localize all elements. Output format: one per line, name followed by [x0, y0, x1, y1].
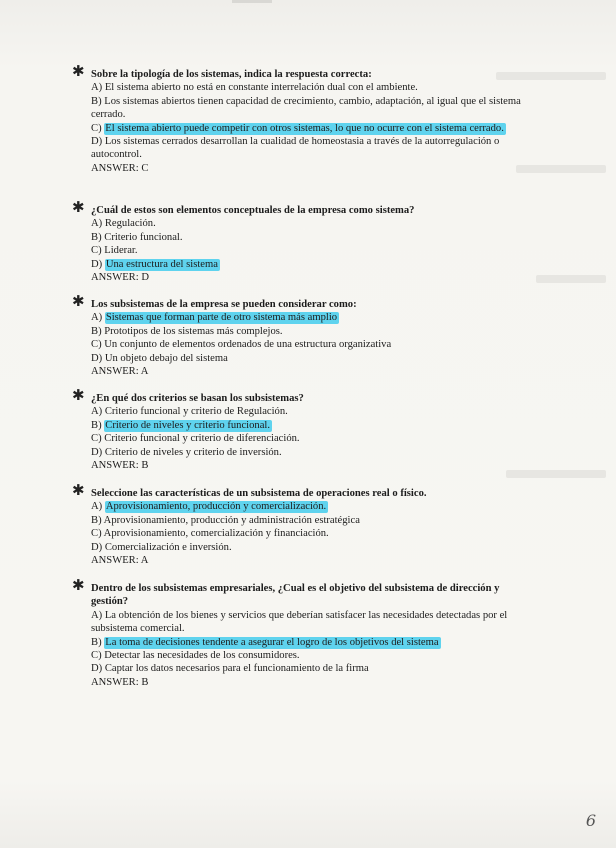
question-block [72, 62, 521, 175]
option-c[interactable]: C) Detectar las necesidades de los consumidores. [91, 650, 300, 662]
asterisk-mark-icon: ✱ [72, 386, 85, 404]
option-b[interactable]: B) Aprovisionamiento, producción y administración estratégica [91, 514, 360, 526]
handwritten-page-number: 6 [585, 811, 596, 830]
option-c[interactable]: C) Criterio funcional y criterio de diferenciación. [91, 433, 300, 445]
option-b[interactable]: B) Criterio de niveles y criterio funcional. [91, 419, 270, 431]
option-c[interactable]: C) El sistema abierto puede competir con otros sistemas, lo que no ocurre con el sistema cerrado. [91, 122, 504, 134]
answer-line: ANSWER: A [91, 366, 149, 378]
bleed-through-line [536, 275, 606, 283]
asterisk-mark-icon: ✱ [72, 62, 85, 80]
question-block [72, 292, 521, 378]
bleed-through-line [506, 470, 606, 478]
question-block [72, 386, 521, 472]
option-a[interactable]: A) El sistema abierto no está en constante interrelación dual con el ambiente. [91, 82, 418, 94]
question-title: Los subsistemas de la empresa se pueden considerar como: [91, 299, 357, 310]
option-d[interactable]: D) Una estructura del sistema [91, 258, 218, 270]
option-d[interactable]: D) Un objeto debajo del sistema [91, 352, 228, 364]
asterisk-mark-icon: ✱ [72, 198, 85, 216]
question-title: ¿En qué dos criterios se basan los subsistemas? [91, 393, 304, 404]
asterisk-mark-icon: ✱ [72, 576, 85, 594]
question-block [72, 198, 521, 284]
question-title: Seleccione las características de un subsistema de operaciones real o físico. [91, 488, 427, 499]
question-title: Dentro de los subsistemas empresariales, ¿Cual es el objetivo del subsistema de dirección y gestión? [91, 583, 500, 608]
option-b[interactable]: B) Prototipos de los sistemas más complejos. [91, 325, 283, 337]
option-a[interactable]: A) Sistemas que forman parte de otro sistema más amplio [91, 312, 338, 324]
asterisk-mark-icon: ✱ [72, 481, 85, 499]
answer-line: ANSWER: C [91, 162, 149, 174]
option-a[interactable]: A) La obtención de los bienes y servicios que deberían satisfacer las necesidades detectadas por el subsistema comercial. [91, 609, 508, 635]
question-title: ¿Cuál de estos son elementos conceptuales de la empresa como sistema? [91, 205, 415, 216]
question-block [72, 481, 521, 567]
option-a[interactable]: A) Criterio funcional y criterio de Regulación. [91, 406, 288, 418]
option-c[interactable]: C) Un conjunto de elementos ordenados de una estructura organizativa [91, 339, 392, 351]
option-b[interactable]: B) Criterio funcional. [91, 231, 183, 243]
highlighted-option-text: Una estructura del sistema [105, 258, 218, 270]
highlighted-option-text: Sistemas que forman parte de otro sistema más amplio [105, 312, 338, 324]
highlighted-option-text: La toma de decisiones tendente a asegurar el logro de los objetivos del sistema [105, 636, 439, 648]
highlighted-option-text: Criterio de niveles y criterio funcional. [105, 419, 270, 431]
answer-line: ANSWER: A [91, 555, 149, 567]
asterisk-mark-icon: ✱ [72, 292, 85, 310]
answer-line: ANSWER: B [91, 460, 149, 472]
option-b[interactable]: B) La toma de decisiones tendente a asegurar el logro de los objetivos del sistema [91, 636, 439, 648]
bleed-through-line [516, 165, 606, 173]
option-b[interactable]: B) Los sistemas abiertos tienen capacidad de crecimiento, cambio, adaptación, al igual que el sistema cerrado. [91, 95, 521, 121]
option-a[interactable]: A) Aprovisionamiento, producción y comercialización. [91, 501, 327, 513]
option-d[interactable]: D) Criterio de niveles y criterio de inversión. [91, 446, 282, 458]
option-d[interactable]: D) Comercialización e inversión. [91, 541, 232, 553]
option-d[interactable]: D) Captar los datos necesarios para el funcionamiento de la firma [91, 663, 369, 675]
highlighted-option-text: El sistema abierto puede competir con otros sistemas, lo que no ocurre con el sistema cerrado. [105, 122, 504, 134]
question-block [72, 576, 521, 689]
answer-line: ANSWER: D [91, 272, 149, 284]
option-a[interactable]: A) Regulación. [91, 218, 156, 230]
question-title: Sobre la tipología de los sistemas, indica la respuesta correcta: [91, 69, 372, 80]
answer-line: ANSWER: B [91, 676, 149, 688]
scan-artifact [232, 0, 272, 3]
option-c[interactable]: C) Aprovisionamiento, comercialización y financiación. [91, 528, 329, 540]
option-c[interactable]: C) Liderar. [91, 245, 138, 257]
highlighted-option-text: Aprovisionamiento, producción y comercialización. [105, 501, 327, 513]
option-d[interactable]: D) Los sistemas cerrados desarrollan la cualidad de homeostasia a través de la autorregulación o autocontrol. [91, 136, 500, 161]
